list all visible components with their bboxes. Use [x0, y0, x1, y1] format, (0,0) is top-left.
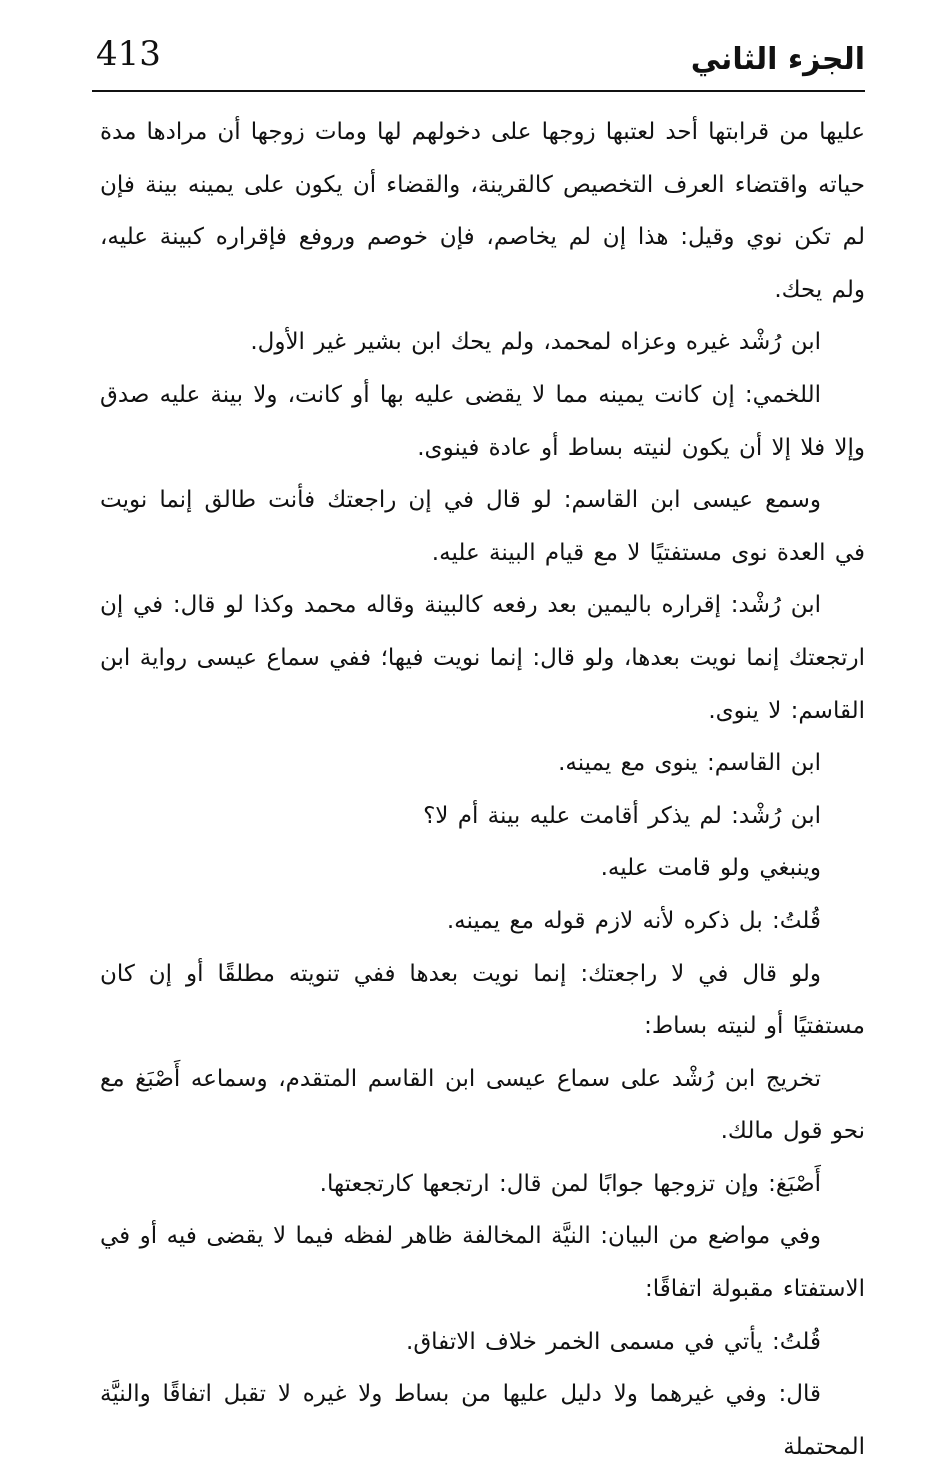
paragraph: تخريج ابن رُشْد على سماع عيسى ابن القاسم المتقدم، وسماعه أَصْبَغ مع نحو قول مالك.: [100, 1065, 865, 1145]
paragraph: قُلتُ: بل ذكره لأنه لازم قوله مع يمينه.: [446, 907, 821, 934]
paragraph: اللخمي: إن كانت يمينه مما لا يقضى عليه بها أو كانت، ولا بينة عليه صدق وإلا فلا إلا أن يكون لنيته بساط أو عادة فينوى.: [100, 381, 865, 461]
paragraph: وفي مواضع من البيان: النيَّة المخالفة ظاهر لفظه فيما لا يقضى فيه أو في الاستفتاء مقبولة اتفاقًا:: [100, 1223, 865, 1303]
running-title: الجزء الثاني: [690, 42, 865, 77]
paragraph: ابن رُشْد: لم يذكر أقامت عليه بينة أم لا؟: [423, 802, 821, 829]
paragraph: ابن رُشْد: إقراره باليمين بعد رفعه كالبينة وقاله محمد وكذا لو قال: في إن ارتجعتك إنما نويت بعدها، ولو قال: إنما نويت فيها؛ ففي سماع عيسى رواية ابن القاسم: لا ينوى.: [100, 592, 865, 724]
paragraph: ولو قال في لا راجعتك: إنما نويت بعدها ففي تنويته مطلقًا أو إن كان مستفتيًا أو لنيته بساط:: [100, 960, 865, 1040]
paragraph: قال: وفي غيرهما ولا دليل عليها من بساط ولا غيره لا تقبل اتفاقًا والنيَّة المحتملة: [100, 1381, 865, 1460]
body-text: [100, 106, 865, 1473]
paragraph: قُلتُ: يأتي في مسمى الخمر خلاف الاتفاق.: [406, 1328, 821, 1355]
header-rule: [92, 90, 865, 92]
paragraph: وسمع عيسى ابن القاسم: لو قال في إن راجعتك فأنت طالق إنما نويت في العدة نوى مستفتيًا لا مع قيام البينة عليه.: [100, 487, 865, 566]
paragraph: عليها من قرابتها أحد لعتبها زوجها على دخولهم لها ومات زوجها أن مرادها مدة حياته واقتضاء العرف التخصيص كالقرينة، والقضاء أن يكون على يمينه بينة فإن لم تكن نوي وقيل: هذا إن لم يخاصم، فإن خوصم وروفع فإقراره كبينة عليه، ولم يحك.: [100, 119, 865, 303]
page-number: 413: [96, 34, 161, 74]
paragraph: أَصْبَغ: وإن تزوجها جوابًا لمن قال: ارتجعها كارتجعتها.: [319, 1170, 821, 1197]
paragraph: وينبغي ولو قامت عليه.: [600, 855, 821, 882]
paragraph: ابن القاسم: ينوى مع يمينه.: [558, 750, 821, 777]
paragraph: ابن رُشْد غيره وعزاه لمحمد، ولم يحك ابن بشير غير الأول.: [250, 329, 821, 356]
